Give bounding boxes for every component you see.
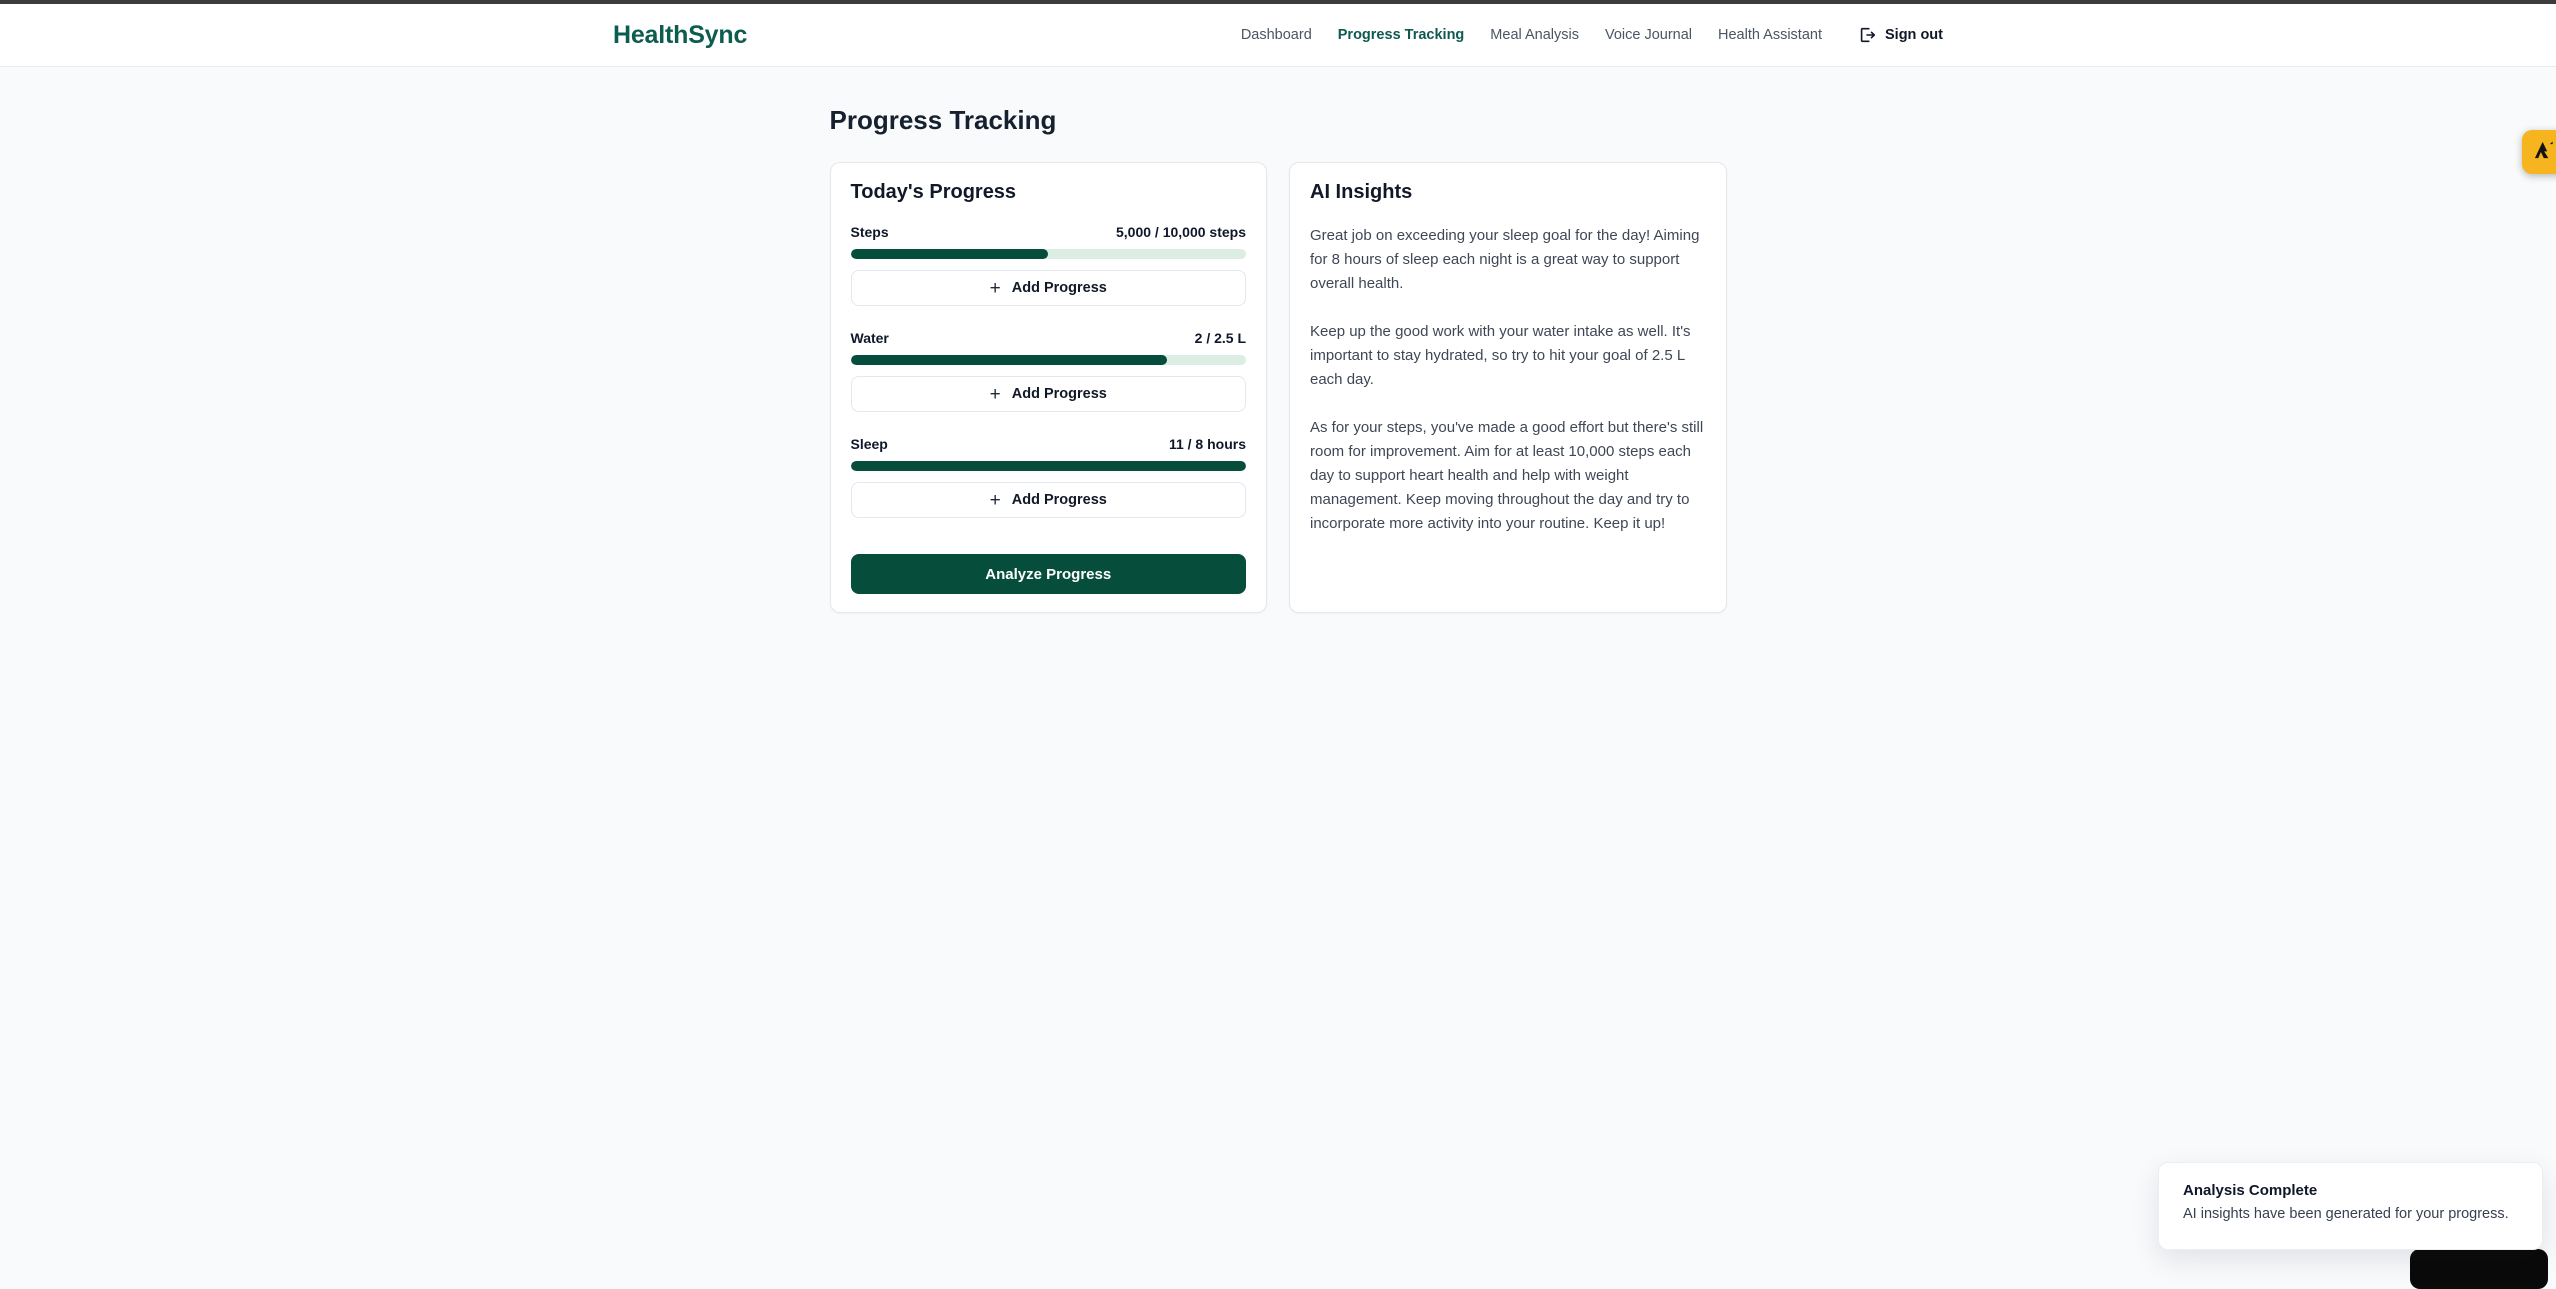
- nav-item-voice-journal[interactable]: Voice Journal: [1604, 27, 1693, 43]
- sleep-progress-bar: [851, 461, 1247, 471]
- feedback-widget-button[interactable]: [2522, 130, 2556, 174]
- progress-card-title: Today's Progress: [850, 181, 1017, 203]
- page-title: Progress Tracking: [829, 105, 1057, 135]
- plus-icon: +: [989, 383, 1001, 405]
- water-progress-fill: [851, 355, 1167, 365]
- insight-paragraph-sleep: Great job on exceeding your sleep goal for the day! Aiming for 8 hours of sleep each night is a great way to support overall health.: [1310, 227, 1700, 292]
- sign-out-label: Sign out: [1885, 27, 1943, 43]
- todays-progress-card: [830, 162, 1268, 613]
- nav-item-meal-analysis[interactable]: Meal Analysis: [1490, 27, 1579, 43]
- nav-item-progress-tracking[interactable]: Progress Tracking: [1337, 27, 1465, 43]
- insights-card-title: AI Insights: [1310, 181, 1413, 203]
- sleep-progress-fill: [851, 461, 1247, 471]
- metric-label: Sleep: [850, 436, 888, 452]
- metric-value: 5,000 / 10,000 steps: [1116, 224, 1246, 240]
- app-logo: HealthSync: [613, 20, 748, 49]
- nav-item-health-assistant[interactable]: Health Assistant: [1718, 27, 1822, 43]
- add-progress-steps-button[interactable]: [851, 270, 1247, 306]
- app-header: [0, 4, 2556, 67]
- logout-icon: [1858, 26, 1876, 44]
- steps-progress-bar: [851, 249, 1247, 259]
- main-nav: [1241, 27, 1822, 43]
- toast-message: AI insights have been generated for your progress.: [2183, 1206, 2509, 1222]
- offscreen-dark-button[interactable]: [2410, 1249, 2548, 1289]
- water-progress-bar: [851, 355, 1247, 365]
- metric-value: 2 / 2.5 L: [1194, 330, 1246, 346]
- main-content: [830, 67, 1727, 613]
- metric-label: Steps: [850, 224, 889, 240]
- add-progress-water-button[interactable]: [851, 376, 1247, 412]
- metric-label: Water: [850, 330, 889, 346]
- metric-steps: [851, 224, 1247, 306]
- ai-insights-card: [1289, 162, 1727, 613]
- add-progress-label: Add Progress: [1011, 386, 1107, 402]
- add-progress-sleep-button[interactable]: [851, 482, 1247, 518]
- add-progress-label: Add Progress: [1011, 280, 1107, 296]
- metric-value: 11 / 8 hours: [1168, 436, 1246, 452]
- analysis-complete-toast: [2158, 1162, 2543, 1250]
- plus-icon: +: [989, 277, 1001, 299]
- widget-logo-icon: [2533, 140, 2555, 165]
- nav-item-dashboard[interactable]: Dashboard: [1240, 27, 1312, 43]
- steps-progress-fill: [851, 249, 1049, 259]
- insight-paragraph-water: Keep up the good work with your water intake as well. It's important to stay hydrated, so try to hit your goal of 2.5 L each day.: [1310, 323, 1691, 388]
- analyze-progress-button[interactable]: Analyze Progress: [851, 554, 1247, 594]
- metric-sleep: [851, 436, 1247, 518]
- add-progress-label: Add Progress: [1011, 492, 1107, 508]
- metric-water: [851, 330, 1247, 412]
- toast-title: Analysis Complete: [2183, 1182, 2318, 1199]
- insight-paragraph-steps: As for your steps, you've made a good effort but there's still room for improvement. Aim for at least 10,000 steps each day to support heart health and help with weight management. Keep moving throughout the day and try to incorporate more activity into your routine. Keep it up!: [1310, 419, 1704, 532]
- sign-out-button[interactable]: [1858, 26, 1943, 44]
- plus-icon: +: [989, 489, 1001, 511]
